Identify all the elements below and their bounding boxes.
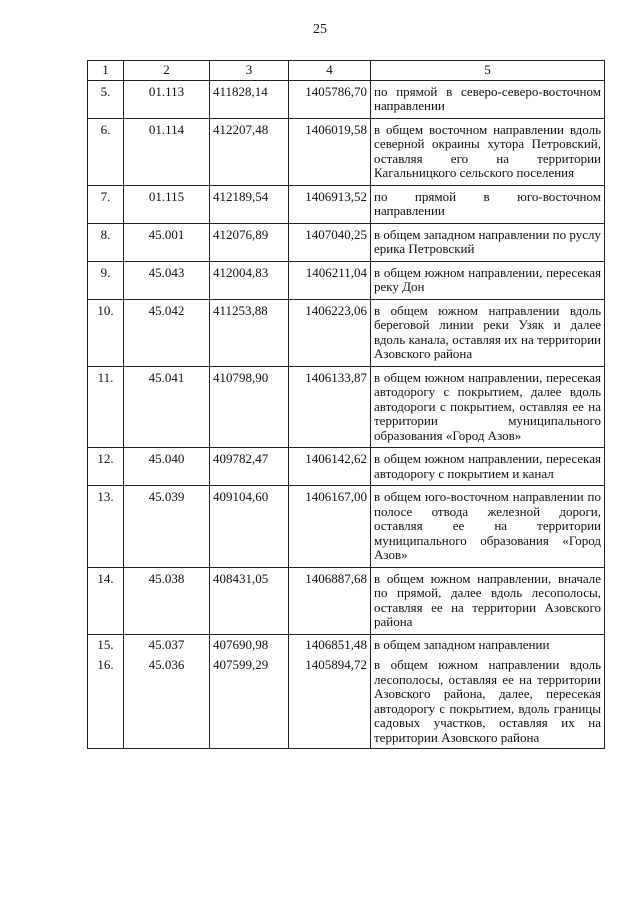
x-coordinate-cell: 408431,05 [210, 567, 289, 634]
row-number-cell: 7. [88, 185, 124, 223]
x-coordinate-cell: 412207,48 [210, 118, 289, 185]
point-id-cell: 45.038 [124, 567, 210, 634]
point-id-cell: 45.036 [124, 655, 210, 749]
y-coordinate-cell: 1406913,52 [289, 185, 371, 223]
x-coordinate-cell: 411828,14 [210, 80, 289, 118]
point-id-cell: 45.043 [124, 261, 210, 299]
point-id-cell: 45.039 [124, 486, 210, 568]
point-id-cell: 45.041 [124, 366, 210, 448]
column-header: 5 [371, 61, 605, 81]
point-id-cell: 01.115 [124, 185, 210, 223]
description-cell: в общем западном направлении по руслу ерика Петровский [371, 223, 605, 261]
point-id-cell: 01.113 [124, 80, 210, 118]
y-coordinate-cell: 1406887,68 [289, 567, 371, 634]
row-number-cell: 12. [88, 448, 124, 486]
x-coordinate-cell: 409104,60 [210, 486, 289, 568]
description-cell: в общем южном направлении, пересекая реку Дон [371, 261, 605, 299]
y-coordinate-cell: 1406851,48 [289, 634, 371, 655]
table-row [88, 223, 605, 261]
table-row [88, 448, 605, 486]
y-coordinate-cell: 1406211,04 [289, 261, 371, 299]
description-cell: по прямой в северо-северо-восточном направлении [371, 80, 605, 118]
y-coordinate-cell: 1405894,72 [289, 655, 371, 749]
row-number-cell: 15. [88, 634, 124, 655]
y-coordinate-cell: 1406133,87 [289, 366, 371, 448]
x-coordinate-cell: 412004,83 [210, 261, 289, 299]
point-id-cell: 45.042 [124, 299, 210, 366]
column-header: 1 [88, 61, 124, 81]
column-header: 2 [124, 61, 210, 81]
row-number-cell: 10. [88, 299, 124, 366]
row-number-cell: 13. [88, 486, 124, 568]
y-coordinate-cell: 1406019,58 [289, 118, 371, 185]
description-cell: в общем южном направлении, вначале по прямой, далее вдоль лесополосы, оставляя ее на территории Азовского района [371, 567, 605, 634]
point-id-cell: 45.037 [124, 634, 210, 655]
y-coordinate-cell: 1406142,62 [289, 448, 371, 486]
x-coordinate-cell: 407599,29 [210, 655, 289, 749]
row-number-cell: 11. [88, 366, 124, 448]
table-header-row [88, 61, 605, 81]
row-number-cell: 14. [88, 567, 124, 634]
y-coordinate-cell: 1405786,70 [289, 80, 371, 118]
row-number-cell: 6. [88, 118, 124, 185]
description-cell: в общем юго-восточном направлении по полосе отвода железной дороги, оставляя ее на территории муниципального образования «Город Азов» [371, 486, 605, 568]
x-coordinate-cell: 411253,88 [210, 299, 289, 366]
boundary-coordinates-table [87, 60, 605, 749]
description-cell: по прямой в юго-восточном направлении [371, 185, 605, 223]
table-row [88, 261, 605, 299]
x-coordinate-cell: 407690,98 [210, 634, 289, 655]
x-coordinate-cell: 412189,54 [210, 185, 289, 223]
description-cell: в общем южном направлении, пересекая автодорогу с покрытием и канал [371, 448, 605, 486]
description-cell: в общем южном направлении вдоль лесополосы, оставляя ее на территории Азовского района, далее, пересекая автодорогу с покрытием, вдоль границы садовых участков, оставляя их на территории Азовского района [371, 655, 605, 749]
x-coordinate-cell: 409782,47 [210, 448, 289, 486]
point-id-cell: 45.040 [124, 448, 210, 486]
description-cell: в общем южном направлении, пересекая автодорогу с покрытием, далее вдоль автодороги с покрытием, оставляя ее на территории муниципального образования «Город Азов» [371, 366, 605, 448]
point-id-cell: 45.001 [124, 223, 210, 261]
table-row [88, 118, 605, 185]
description-cell: в общем южном направлении вдоль береговой линии реки Узяк и далее вдоль канала, оставляя их на территории Азовского района [371, 299, 605, 366]
table-row [88, 486, 605, 568]
row-number-cell: 9. [88, 261, 124, 299]
x-coordinate-cell: 410798,90 [210, 366, 289, 448]
table-row [88, 655, 605, 749]
table-row [88, 634, 605, 655]
point-id-cell: 01.114 [124, 118, 210, 185]
column-header: 4 [289, 61, 371, 81]
column-header: 3 [210, 61, 289, 81]
row-number-cell: 8. [88, 223, 124, 261]
y-coordinate-cell: 1406167,00 [289, 486, 371, 568]
row-number-cell: 16. [88, 655, 124, 749]
table-row [88, 366, 605, 448]
x-coordinate-cell: 412076,89 [210, 223, 289, 261]
row-number-cell: 5. [88, 80, 124, 118]
table-row [88, 80, 605, 118]
table-row [88, 299, 605, 366]
y-coordinate-cell: 1406223,06 [289, 299, 371, 366]
description-cell: в общем восточном направлении вдоль северной окраины хутора Петровский, оставляя его на территории Кагальницкого сельского поселения [371, 118, 605, 185]
page-number: 25 [313, 22, 327, 37]
table-row [88, 185, 605, 223]
description-cell: в общем западном направлении [371, 634, 605, 655]
table-row [88, 567, 605, 634]
y-coordinate-cell: 1407040,25 [289, 223, 371, 261]
